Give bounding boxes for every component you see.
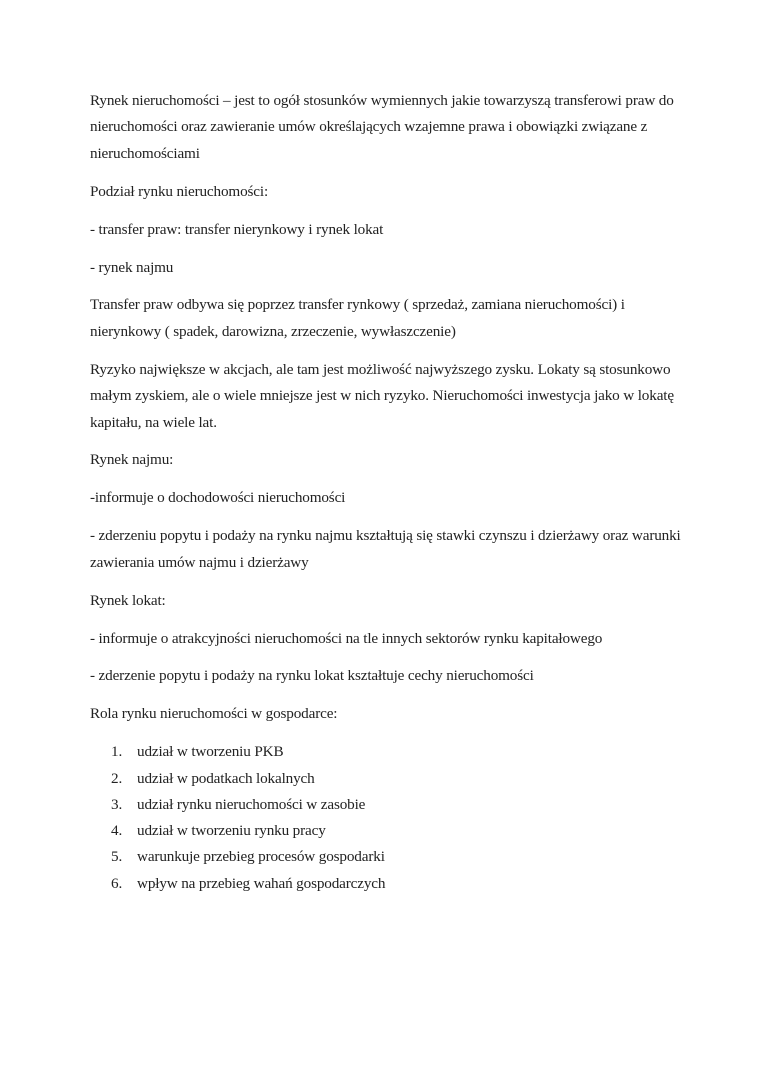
- list-item-number: 3.: [111, 795, 123, 813]
- list-item: [90, 844, 690, 870]
- list-item-text: wpływ na przebieg wahań gospodarczych: [137, 874, 386, 892]
- list-item-number: 2.: [111, 769, 123, 787]
- list-item: [90, 739, 690, 765]
- list-item-number: 4.: [111, 822, 123, 840]
- role-list: [90, 739, 690, 897]
- paragraph-role-heading: Rola rynku nieruchomości w gospodarce:: [90, 705, 338, 723]
- list-item-text: udział w tworzeniu rynku pracy: [137, 822, 326, 840]
- paragraph-rental-item: - zderzeniu popytu i podaży na rynku najmu kształtują się stawki czynszu i dzierżawy oraz warunki zawierania umów najmu i dzierżawy: [90, 527, 681, 571]
- list-item: [90, 792, 690, 818]
- paragraph-investment-heading: Rynek lokat:: [90, 591, 166, 609]
- list-item-text: udział w podatkach lokalnych: [137, 769, 315, 787]
- list-item-number: 5.: [111, 848, 123, 866]
- paragraph-investment-item: - zderzenie popytu i podaży na rynku lokat kształtuje cechy nieruchomości: [90, 667, 534, 685]
- paragraph-transfer: Transfer praw odbywa się poprzez transfer rynkowy ( sprzedaż, zamiana nieruchomości) i nierynkowy ( spadek, darowizna, zrzeczenie, wywłaszczenie): [90, 296, 625, 340]
- list-item-text: warunkuje przebieg procesów gospodarki: [137, 848, 385, 866]
- paragraph-definition: Rynek nieruchomości – jest to ogół stosunków wymiennych jakie towarzyszą transferowi praw do nieruchomości oraz zawieranie umów określających wzajemne prawa i obowiązki związane z nieruchomościami: [90, 92, 674, 162]
- list-item: [90, 818, 690, 844]
- paragraph-investment-item: - informuje o atrakcyjności nieruchomości na tle innych sektorów rynku kapitałowego: [90, 629, 603, 647]
- list-item-number: 1.: [111, 743, 123, 761]
- list-item-number: 6.: [111, 874, 123, 892]
- paragraph-risk: Ryzyko największe w akcjach, ale tam jest możliwość najwyższego zysku. Lokaty są stosunkowo małym zyskiem, ale o wiele mniejsze jest w nich ryzyko. Nieruchomości inwestycja jako w lokatę kapitału, na wiele lat.: [90, 360, 674, 431]
- document-body: [90, 88, 690, 897]
- paragraph-rental-heading: Rynek najmu:: [90, 451, 174, 469]
- list-item: [90, 871, 690, 897]
- list-item-text: udział w tworzeniu PKB: [137, 743, 284, 761]
- paragraph-rental-item: -informuje o dochodowości nieruchomości: [90, 489, 346, 507]
- list-item-text: udział rynku nieruchomości w zasobie: [137, 795, 366, 813]
- paragraph-division-item: - transfer praw: transfer nierynkowy i rynek lokat: [90, 220, 384, 238]
- paragraph-division-heading: Podział rynku nieruchomości:: [90, 182, 269, 200]
- paragraph-division-item: - rynek najmu: [90, 258, 174, 276]
- list-item: [90, 766, 690, 792]
